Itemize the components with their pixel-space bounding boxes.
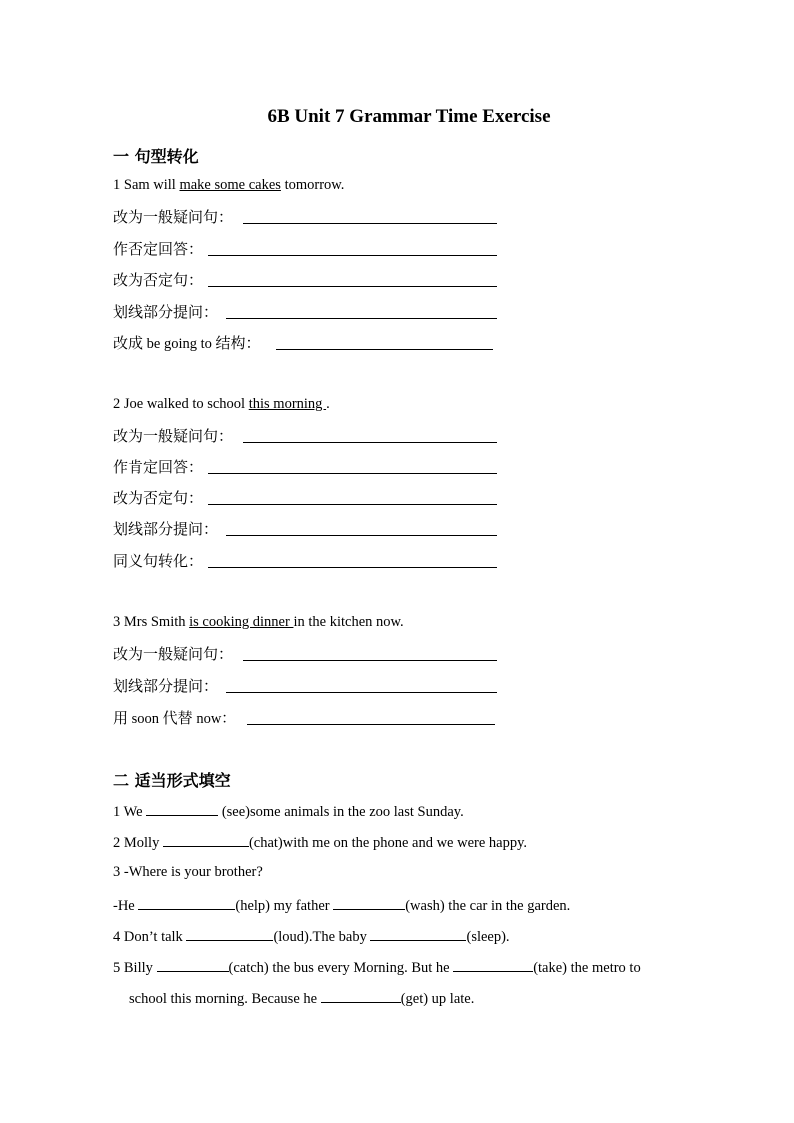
answer-blank[interactable] [243,223,497,224]
question-1-text: 1 Sam will [113,177,180,193]
fill-blank[interactable] [321,988,401,1003]
q1-answer-line-5: 改成 be going to 结构： [113,332,503,353]
q2-answer-line-2: 作肯定回答： [113,456,503,477]
answer-blank[interactable] [243,660,497,661]
q3-answer-line-1: 改为一般疑问句： [113,643,503,664]
fill-item-5: 5 Billy (catch) the bus every Morning. But he (take) the metro to [113,957,641,977]
answer-blank[interactable] [226,692,497,693]
q3-answer-line-3: 用 soon 代替 now： [113,707,503,728]
answer-blank[interactable] [247,724,495,725]
q1-answer-line-4: 划线部分提问： [113,301,503,322]
fill-item-5-continued: school this morning. Because he (get) up late. [129,988,474,1008]
fill-item-2: 2 Molly (chat)with me on the phone and we were happy. [113,832,527,852]
question-1-sentence [113,177,344,194]
q3-answer-line-2: 划线部分提问： [113,675,503,696]
answer-blank[interactable] [208,473,497,474]
section-heading-2: 二 适当形式填空 [113,771,231,790]
fill-item-4: 4 Don’t talk (loud).The baby (sleep). [113,926,510,946]
answer-blank[interactable] [243,442,497,443]
fill-blank[interactable] [333,895,405,910]
fill-blank[interactable] [157,957,229,972]
fill-item-1: 1 We (see)some animals in the zoo last Sunday. [113,801,464,821]
q1-answer-line-1: 改为一般疑问句： [113,206,503,227]
answer-blank[interactable] [226,535,497,536]
fill-blank[interactable] [138,895,235,910]
fill-blank[interactable] [163,832,249,847]
question-1-underlined: make some cakes [179,177,281,193]
fill-blank[interactable] [146,801,218,816]
answer-blank[interactable] [208,255,497,256]
fill-blank[interactable] [453,957,533,972]
question-3-sentence: 3 Mrs Smith is cooking dinner in the kitchen now. [113,614,404,630]
q2-answer-line-3: 改为否定句： [113,487,503,508]
question-1-rest: tomorrow. [280,177,345,193]
question-3-underlined: is cooking dinner [189,614,294,630]
fill-item-3-answer: -He (help) my father (wash) the car in the garden. [113,895,570,915]
question-2-sentence: 2 Joe walked to school this morning . [113,396,330,412]
answer-blank[interactable] [208,504,497,505]
fill-item-3: 3 -Where is your brother? [113,864,263,880]
answer-blank[interactable] [208,286,497,287]
question-2-underlined: this morning [248,396,327,412]
q2-answer-line-4: 划线部分提问： [113,518,503,539]
answer-blank[interactable] [226,318,497,319]
q1-answer-line-2: 作否定回答： [113,238,503,259]
fill-blank[interactable] [186,926,273,941]
q2-answer-line-1: 改为一般疑问句： [113,425,503,446]
q2-answer-line-5: 同义句转化： [113,550,503,571]
fill-blank[interactable] [370,926,466,941]
q1-answer-line-3: 改为否定句： [113,269,503,290]
page-title: 6B Unit 7 Grammar Time Exercise [267,106,551,127]
answer-blank[interactable] [276,349,493,350]
answer-blank[interactable] [208,567,497,568]
section-heading-1: 一 句型转化 [113,147,199,166]
